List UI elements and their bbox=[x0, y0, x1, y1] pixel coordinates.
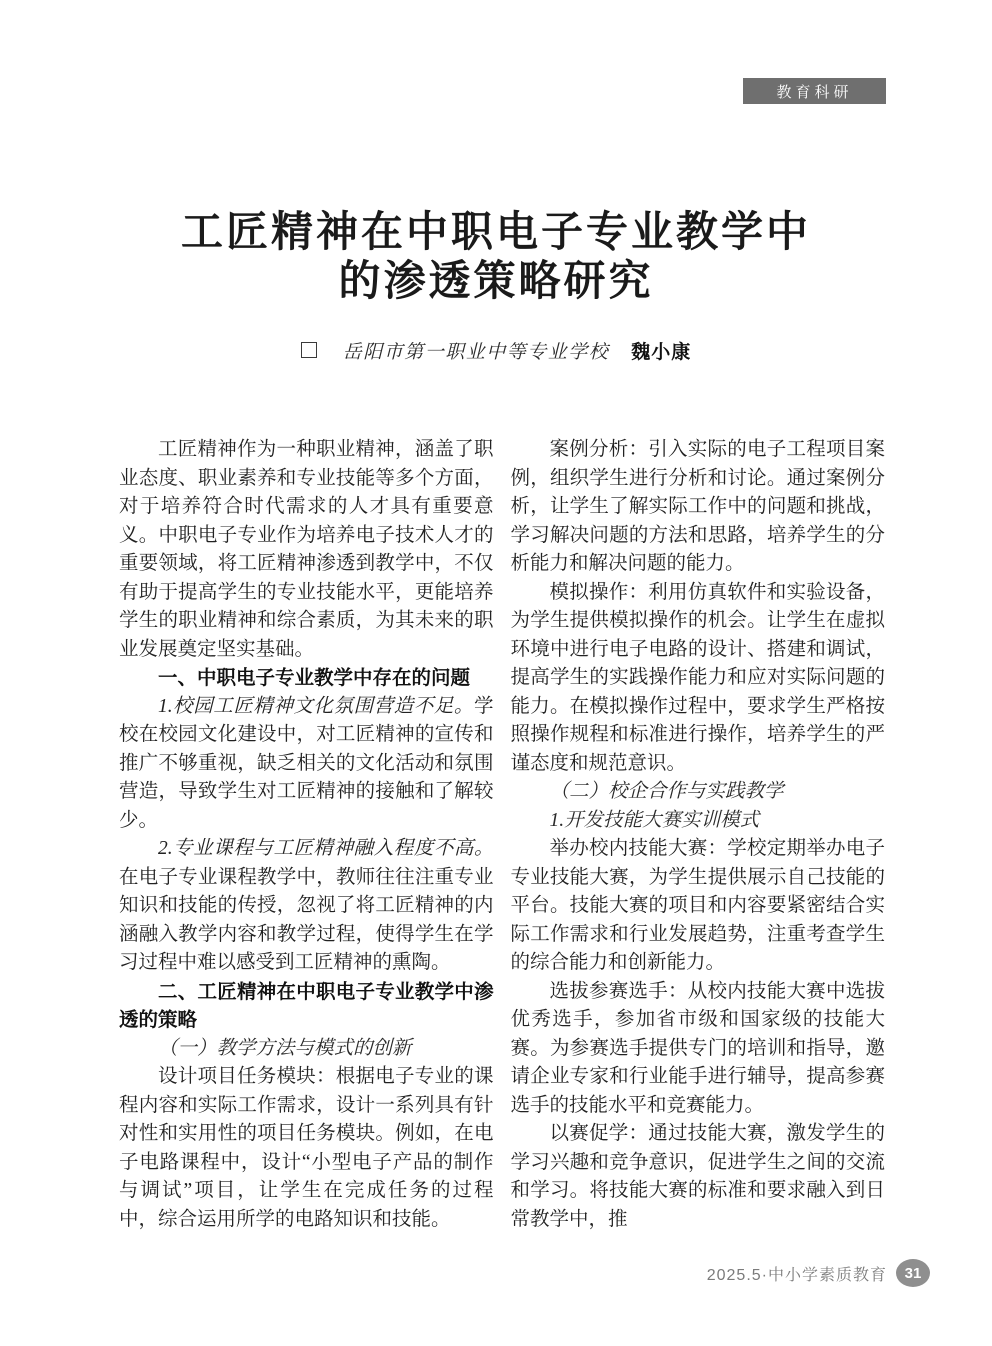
paragraph-project-modules: 设计项目任务模块：根据电子专业的课程内容和实际工作需求，设计一系列具有针对性和实用性的项目任务模块。例如，在电子电路课程中，设计“小型电子产品的制作与调试”项目，让学生在完成任务的过程中，综合运用所学的电路知识和技能。 bbox=[119, 1066, 494, 1230]
byline bbox=[0, 336, 992, 364]
paragraph-learning-via-competition: 以赛促学：通过技能大赛，激发学生的学习兴趣和竞争意识，促进学生之间的交流和学习。将技能大赛的标准和要求融入到日常教学中，推 bbox=[510, 1123, 885, 1230]
heading-section-2: 二、工匠精神在中职电子专业教学中渗透的策略 bbox=[119, 980, 494, 1031]
journal-issue-label: 2025.5·中小学素质教育 bbox=[706, 1266, 887, 1284]
page-number-badge bbox=[896, 1259, 930, 1287]
article-title-line1: 工匠精神在中职电子专业教学中 bbox=[180, 208, 811, 255]
paragraph-simulation: 模拟操作：利用仿真软件和实验设备，为学生提供模拟操作的机会。让学生在虚拟环境中进行电子电路的设计、搭建和调试，提高学生的实践操作能力和应对实际问题的能力。在模拟操作过程中，要求学生严格按照操作规程和标准进行操作，培养学生的严谨态度和规范意识。 bbox=[510, 581, 885, 774]
article-title-line2: 的渗透策略研究 bbox=[338, 257, 654, 304]
page-number: 31 bbox=[904, 1264, 922, 1282]
paragraph-intro: 工匠精神作为一种职业精神，涵盖了职业态度、职业素养和专业技能等多个方面，对于培养符合时代需求的人才具有重要意义。中职电子专业作为培养电子技术人才的重要领域，将工匠精神渗透到教学中，不仅有助于提高学生的专业技能水平，更能培养学生的职业精神和综合素质，为其未来的职业发展奠定坚实基础。 bbox=[119, 439, 494, 660]
paragraph-problem-2-rest: 在电子专业课程教学中，教师往往注重专业知识和技能的传授，忽视了将工匠精神的内涵融入教学内容和教学过程，使得学生在学习过程中难以感受到工匠精神的熏陶。 bbox=[119, 866, 494, 973]
right-column bbox=[511, 436, 886, 1234]
subheading-method-innovation: （一）教学方法与模式的创新 bbox=[158, 1037, 412, 1059]
paragraph-select-contestants: 选拔参赛选手：从校内技能大赛中选拔优秀选手，参加省市级和国家级的技能大赛。为参赛选手提供专门的培训和指导，邀请企业专家和行业能手进行辅导，提高参赛选手的技能水平和竞赛能力。 bbox=[510, 980, 885, 1116]
paragraph-problem-1-rest: 学校在校园文化建设中，对工匠精神的宣传和推广不够重视，缺乏相关的文化活动和氛围营造，导致学生对工匠精神的接触和了解较少。 bbox=[119, 695, 494, 831]
paragraph-problem-2 bbox=[119, 835, 494, 978]
paragraph-case-analysis: 案例分析：引入实际的电子工程项目案例，组织学生进行分析和讨论。通过案例分析，让学生了解实际工作中的问题和挑战，学习解决问题的方法和思路，培养学生的分析能力和解决问题的能力。 bbox=[510, 439, 885, 574]
article-body bbox=[119, 436, 885, 1234]
section-badge-label: 教育科研 bbox=[776, 83, 853, 101]
byline-author: 魏小康 bbox=[631, 341, 692, 363]
subheading-school-enterprise: （二）校企合作与实践教学 bbox=[549, 781, 784, 802]
paragraph-campus-competition: 举办校内技能大赛：学校定期举办电子专业技能大赛，为学生提供展示自己技能的平台。技能大赛的项目和内容要紧密结合实际工作需求和行业发展趋势，注重考查学生的综合能力和创新能力。 bbox=[510, 838, 885, 973]
paragraph-problem-2-lead: 2.专业课程与工匠精神融入程度不高。 bbox=[158, 838, 494, 859]
subheading-skill-competition: 1.开发技能大赛实训模式 bbox=[549, 809, 760, 831]
page-footer bbox=[707, 1259, 930, 1287]
left-column bbox=[119, 436, 494, 1234]
paragraph-problem-1 bbox=[119, 693, 494, 836]
byline-square-icon bbox=[301, 342, 317, 358]
article-title bbox=[0, 207, 992, 305]
section-badge bbox=[743, 78, 886, 104]
heading-section-1: 一、中职电子专业教学中存在的问题 bbox=[158, 667, 471, 689]
byline-institution: 岳阳市第一职业中等专业学校 bbox=[342, 341, 610, 363]
paragraph-problem-1-lead: 1.校园工匠精神文化氛围营造不足。 bbox=[158, 695, 474, 717]
